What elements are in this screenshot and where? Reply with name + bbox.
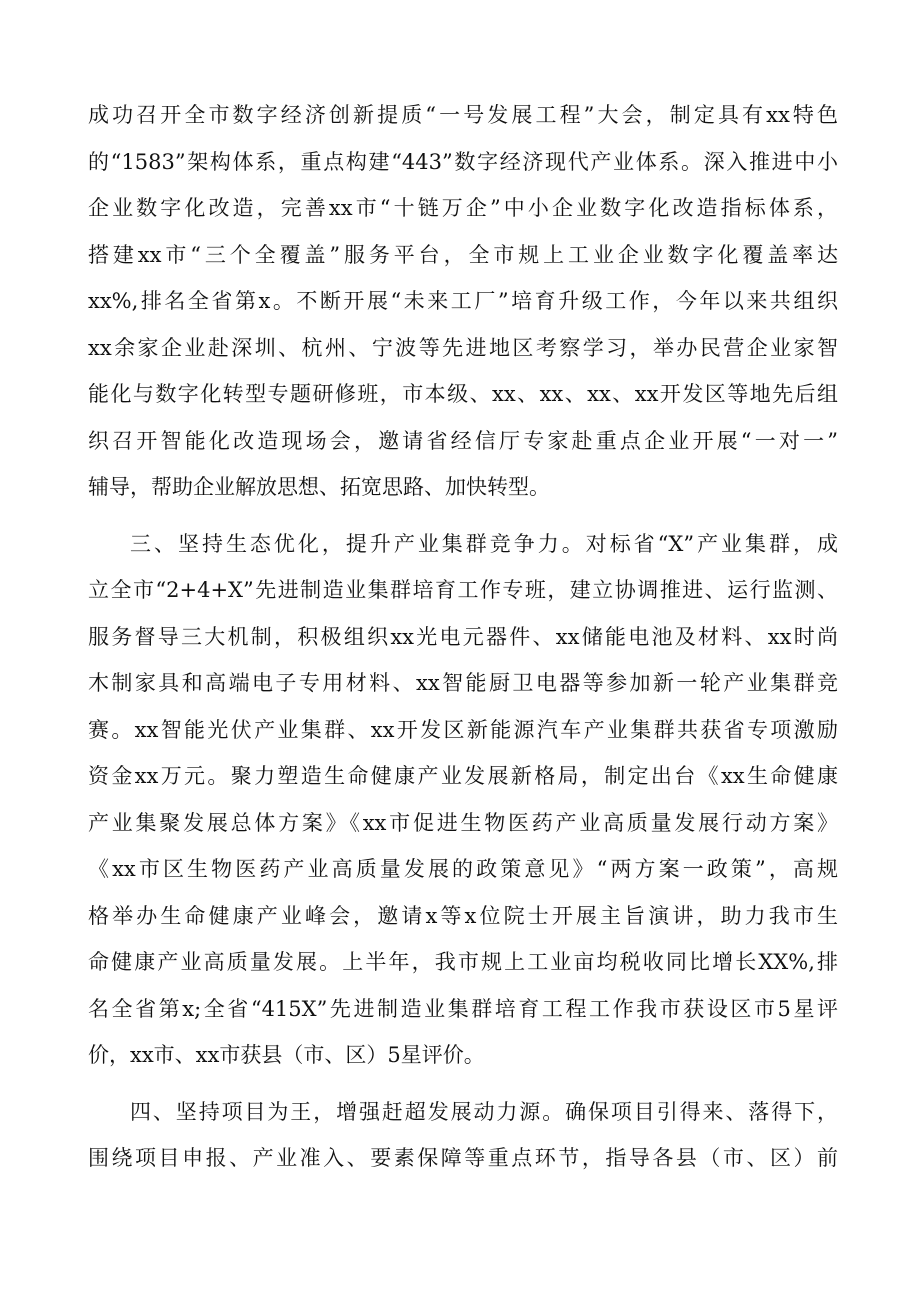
text-line: 立全市“2+4+X”先进制造业集群培育工作专班，建立协调推进、运行监测、 <box>88 578 838 602</box>
text-line: 能化与数字化转型专题研修班，市本级、xx、xx、xx、xx开发区等地先后组 <box>88 382 838 406</box>
text-line: 围绕项目申报、产业准入、要素保障等重点环节，指导各县（市、区）前 <box>88 1146 838 1170</box>
text-line: 名全省第x;全省“415X”先进制造业集群培育工程工作我市获设区市5星评 <box>88 996 838 1021</box>
text-line: 服务督导三大机制，积极组织xx光电元器件、xx储能电池及材料、xx时尚 <box>88 624 838 649</box>
section-heading-line: 三、坚持生态优化，提升产业集群竞争力。对标省“X”产业集群，成 <box>130 531 838 556</box>
text-line: 企业数字化改造，完善xx市“十链万企”中小企业数字化改造指标体系， <box>88 196 838 220</box>
section-heading-line: 四、坚持项目为王，增强赶超发展动力源。确保项目引得来、落得下， <box>130 1099 838 1124</box>
text-line: 格举办生命健康产业峰会，邀请x等x位院士开展主旨演讲，助力我市生 <box>88 903 838 928</box>
paragraph-gap <box>88 511 838 521</box>
text-line: 的“1583”架构体系，重点构建“443”数字经济现代产业体系。深入推进中小 <box>88 149 838 174</box>
text-line: 赛。xx智能光伏产业集群、xx开发区新能源汽车产业集群共获省专项激励 <box>88 717 838 742</box>
text-line: 命健康产业高质量发展。上半年，我市规上工业亩均税收同比增长XX%,排 <box>88 950 838 974</box>
text-line: 价，xx市、xx市获县（市、区）5星评价。 <box>88 1043 485 1067</box>
text-line: 织召开智能化改造现场会，邀请省经信厅专家赴重点企业开展“一对一” <box>88 428 838 453</box>
paragraph-industry-cluster <box>88 521 838 1079</box>
text-line: 成功召开全市数字经济创新提质“一号发展工程”大会，制定具有xx特色 <box>88 103 838 127</box>
paragraph-projects <box>88 1089 838 1182</box>
text-line: 搭建xx市“三个全覆盖”服务平台，全市规上工业企业数字化覆盖率达 <box>88 242 838 267</box>
text-line: 《xx市区生物医药产业高质量发展的政策意见》“两方案一政策”，高规 <box>88 857 838 881</box>
text-line: 产业集聚发展总体方案》《xx市促进生物医药产业高质量发展行动方案》 <box>88 810 838 835</box>
document-page <box>88 92 838 1182</box>
paragraph-digital-economy <box>88 92 838 511</box>
text-line: 辅导，帮助企业解放思想、拓宽思路、加快转型。 <box>88 475 550 499</box>
text-line: xx%,排名全省第x。不断开展“未来工厂”培育升级工作，今年以来共组织 <box>88 289 838 313</box>
text-line: 木制家具和高端电子专用材料、xx智能厨卫电器等参加新一轮产业集群竞 <box>88 671 838 695</box>
paragraph-gap <box>88 1079 838 1089</box>
text-line: xx余家企业赴深圳、杭州、宁波等先进地区考察学习，举办民营企业家智 <box>88 335 838 360</box>
text-line: 资金xx万元。聚力塑造生命健康产业发展新格局，制定出台《xx生命健康 <box>88 764 838 788</box>
